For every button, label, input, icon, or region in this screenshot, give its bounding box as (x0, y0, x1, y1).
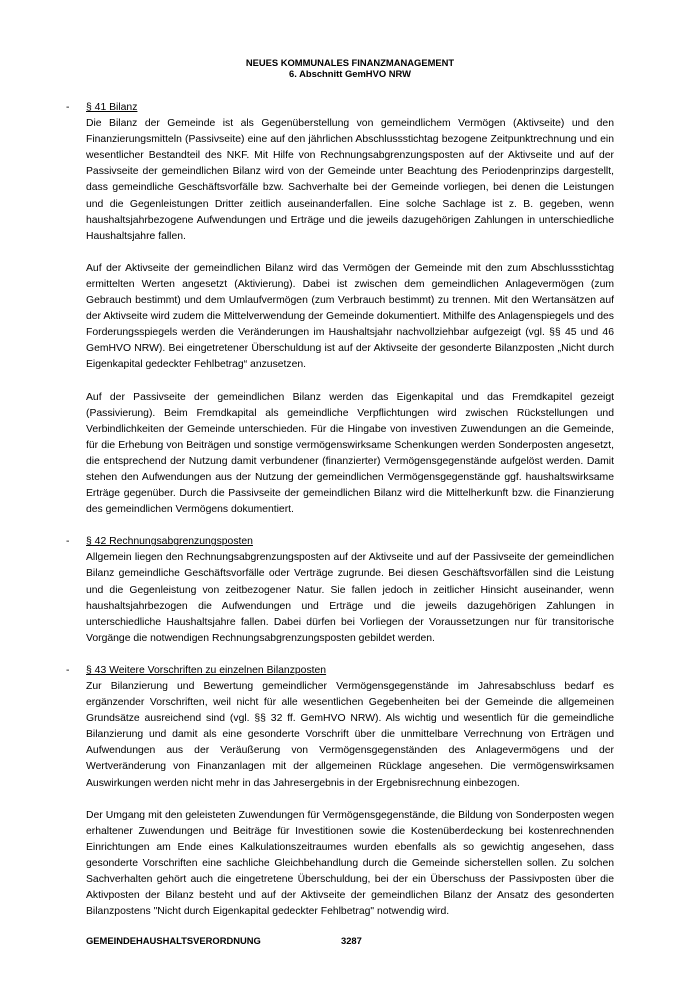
document-body (66, 100, 614, 936)
footer-title: GEMEINDEHAUSHALTSVERORDNUNG (86, 935, 261, 946)
paragraph: Zur Bilanzierung und Bewertung gemeindlicher Vermögensgegenstände im Jahresabschluss bedarf es ergänzender Vorschriften, weil nicht für alle wesentlichen Gegebenheiten bei der Gemeinde die allgemeinen Grundsätze ausreichend sind (vgl. §§ 32 ff. GemHVO NRW). Als wichtig und wesentlich für die gemeindliche Bilanzierung und damit als eine gesonderte Vorschrift über die unmittelbare Verrechnung von Erträgen und Aufwendungen aus der Veräußerung von Vermögensgegenständen des Anlagevermögens und der Wertveränderung von Finanzanlagen mit der allgemeinen Rücklage angesehen. Die vermögenswirksamen Auswirkungen werden nicht mehr in das Jahresergebnis in der Ergebnisrechnung einbezogen. (86, 681, 614, 789)
page-number: 3287 (341, 935, 362, 946)
section-title: § 41 Bilanz (86, 102, 138, 113)
section-43-weitere-vorschriften (66, 663, 614, 920)
list-dash: - (66, 664, 70, 676)
section-41-bilanz (66, 100, 614, 518)
header-title: NEUES KOMMUNALES FINANZMANAGEMENT (245, 57, 455, 68)
section-42-rechnungsabgrenzungsposten (66, 534, 614, 647)
header-subtitle: 6. Abschnitt GemHVO NRW (289, 68, 411, 79)
section-title: § 42 Rechnungsabgrenzungsposten (86, 536, 253, 548)
section-title: § 43 Weitere Vorschriften zu einzelnen Bilanzposten (86, 664, 327, 676)
paragraph: Auf der Passivseite der gemeindlichen Bilanz werden das Eigenkapital und das Fremdkapitel gezeigt (Passivierung). Beim Fremdkapital als gemeindliche Verpflichtungen wird zwischen Rückstellungen und Verbindlichkeiten der Gemeinde unterschieden. Für die Hingabe von investiven Zuwendungen an die Gemeinde, für die Erhebung von Beiträgen und sonstige vermögenswirksame Schenkungen werden Sonderposten angesetzt, die entsprechend der Nutzung damit verbundener (finanzierter) Vermögensgegenstände aufgelöst werden. Damit stehen den Aufwendungen aus der Nutzung der gemeindlichen Vermögensgegenstände ggf. haushaltswirksame Erträge gegenüber. Durch die Passivseite der gemeindlichen Bilanz wird die Mittelherkunft bzw. die Finanzierung des gemeindlichen Vermögens dokumentiert. (86, 391, 614, 516)
list-dash: - (66, 102, 70, 113)
paragraph: Auf der Aktivseite der gemeindlichen Bilanz wird das Vermögen der Gemeinde mit den zum Abschlussstichtag ermittelten Werten angesetzt (Aktivierung). Dabei ist zwischen dem gemeindlichen Anlagevermögen (zum Gebrauch bestimmt) und dem Umlaufvermögen (zum Verbrauch bestimmt) zu trennen. Mit den Wertansätzen auf der Aktivseite wird zudem die Mittelverwendung der Gemeinde dokumentiert. Mithilfe des Anlagenspiegels und des Forderungsspiegels werden die Veränderungen im Haushaltsjahr nachvollziehbar aufgezeigt (vgl. §§ 45 und 46 GemHVO NRW). Bei eingetretener Überschuldung ist auf der Aktivseite der gesonderte Bilanzposten „Nicht durch Eigenkapital gedeckter Fehlbetrag“ anzusetzen. (86, 262, 614, 371)
paragraph: Allgemein liegen den Rechnungsabgrenzungsposten auf der Aktivseite und auf der Passivseite der gemeindlichen Bilanz gemeindliche Geschäftsvorfälle oder Verträge zugrunde. Bei diesen Geschäftsvorfällen sind die Leistung und die Gegenleistung von zeitbezogener Natur. Sie fallen jedoch in zeitlicher Hinsicht auseinander, wenn haushaltsjahrbezogen die Aufwendungen und Erträge und die jeweils dazugehörigen Zahlungen in unterschiedliche Haushaltsjahre fallen. Dabei dürfen bei Vorliegen der Voraussetzungen nur für transitorische Vorgänge die notwendigen Rechnungsabgrenzungsposten gebildet werden. (86, 552, 614, 644)
paragraph: Der Umgang mit den geleisteten Zuwendungen für Vermögensgegenstände, die Bildung von Sonderposten wegen erhaltener Zuwendungen und Beiträge für Investitionen sowie die Kostenüberdeckung bei kostenrechnenden Einrichtungen am Ende eines Kalkulationszeitraumes wurden ebenfalls als so gewichtig angesehen, dass gesonderte Vorschriften eine sachliche Gleichbehandlung durch die Gemeinde sicherstellen sollen. Zu solchen Sachverhalten gehört auch die eingetretene Überschuldung, bei der ein Überschuss der Passivposten über die Aktivposten der Bilanz besteht und auf der Aktivseite der gemeindlichen Bilanz der Ansatz des gesonderten Bilanzpostens "Nicht durch Eigenkapital gedeckter Fehlbetrag" notwendig wird. (86, 809, 614, 918)
list-dash: - (66, 536, 70, 548)
paragraph: Die Bilanz der Gemeinde ist als Gegenüberstellung von gemeindlichem Vermögen (Aktivseite) und den Finanzierungsmitteln (Passivseite) eine auf den jährlichen Abschlussstichtag bezogene Zeitpunktrechnung und ein wesentlicher Bestandteil des NKF. Mit Hilfe von Rechnungsabgrenzungsposten auf der Aktivseite und auf der Passivseite der gemeindlichen Bilanz wird von der Gemeinde unter Beachtung des Periodenprinzips dargestellt, dass gemeindliche Geschäftsvorfälle bzw. Sachverhalte bei der Gemeinde vorliegen, bei denen die Leistungen und die Gegenleistungen Dritter zeitlich auseinanderfallen. Eine solche Sachlage ist z. B. gegeben, wenn haushaltsjahrbezogene Aufwendungen und Erträge und die jeweils dazugehörigen Zahlungen in unterschiedliche Haushaltsjahre fallen. (86, 118, 614, 242)
page-header (0, 57, 700, 79)
